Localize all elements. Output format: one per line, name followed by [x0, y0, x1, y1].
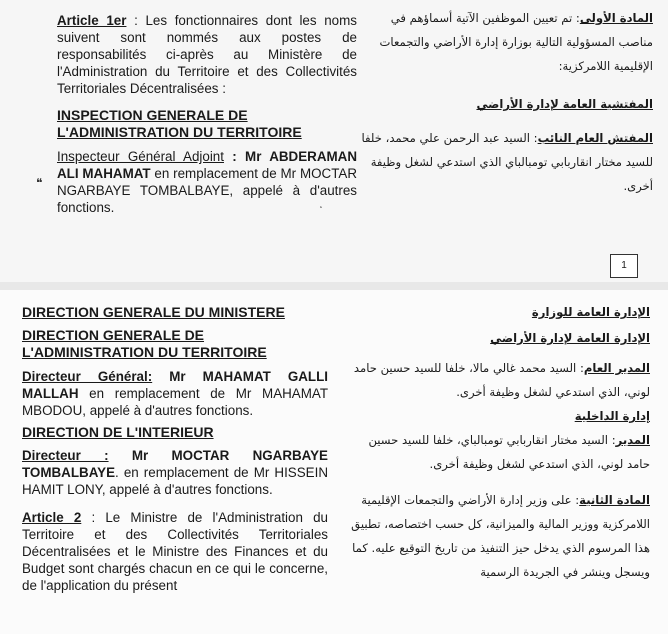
arabic-column-page-1 [355, 6, 653, 198]
article-2-text-ar: : على وزير إدارة الأراضي والتجمعات الإقليمية اللامركزية ووزير المالية والميزانية، كل حسب اختصاصه، تطبيق هذا المرسوم الذي يدخل حيز التنفيذ من تاريخ التوقيع عليه. كما ويسجل وينشر في الجريدة الرسمية [351, 493, 650, 579]
article-2-label-fr: Article 2 [22, 510, 82, 525]
inspector-name-fr: : Mr ABDERAMAN ALI MAHAMAT [57, 149, 357, 181]
inspector-paragraph-fr [57, 148, 357, 216]
french-column-page-1 [57, 12, 357, 216]
heading-direction-administration-ar: الإدارة العامة لإدارة الأراضي [490, 331, 650, 345]
heading-direction-ministere-ar: الإدارة العامة للوزارة [531, 305, 650, 319]
director-general-name-fr: Mr MAHAMAT GALLI MALLAH [22, 369, 328, 401]
director-paragraph-fr [22, 447, 328, 498]
director-general-paragraph-ar [350, 356, 650, 404]
document-page-2 [0, 290, 668, 634]
document-page-1 [0, 0, 668, 282]
inspector-label-fr: Inspecteur Général Adjoint [57, 149, 224, 164]
article-1-text-ar: : تم تعيين الموظفين الآتية أسماؤهم في مناصب المسؤولية التالية بوزارة إدارة الأراضي والتجمعات الإقليمية اللامركزية: [379, 11, 653, 73]
article-2-label-ar: المادة الثانية [579, 493, 650, 507]
director-text-ar: : السيد مختار انقاربابي تومبالباي، خلفا للسيد حسين حامد لوني، الذي استدعي لشغل وظيفة أخرى. [368, 433, 650, 471]
director-general-label-ar: المدير العام [583, 361, 650, 375]
scan-mark: ˛ [320, 198, 323, 208]
french-column-page-2 [22, 304, 328, 594]
scan-mark: ❝ [36, 176, 43, 190]
inspector-paragraph-ar [355, 126, 653, 198]
article-1-label-fr: Article 1er [57, 13, 127, 28]
director-general-label-fr: Directeur Général: [22, 369, 153, 384]
article-2-ar [350, 488, 650, 584]
page-separator [0, 282, 668, 290]
heading-inspection-fr: INSPECTION GENERALE DE L'ADMINISTRATION DU TERRITOIRE [57, 107, 302, 140]
heading-direction-administration-fr: DIRECTION GENERALE DE L'ADMINISTRATION DU TERRITOIRE [22, 327, 267, 360]
article-1-label-ar: المادة الأولى [579, 11, 653, 25]
director-text-fr: . en remplacement de Mr HISSEIN HAMIT LONY, appelé à d'autres fonctions. [22, 465, 328, 497]
director-name-fr: Mr MOCTAR NGARBAYE TOMBALBAYE [22, 448, 328, 480]
page-number: 1 [610, 254, 638, 278]
inspector-text-fr: en remplacement de Mr MOCTAR NGARBAYE TOMBALBAYE, appelé à d'autres fonctions. [57, 166, 357, 215]
article-1-text-fr: : Les fonctionnaires dont les noms suivent sont nommés aux postes de responsabilités ci-après au Ministère de l'Administration du Territoire et des Collectivités Territoriales Décentralisées : [57, 13, 357, 96]
director-label-ar: المدير [615, 433, 650, 447]
arabic-column-page-2 [350, 300, 650, 584]
director-general-text-fr: en remplacement de Mr MAHAMAT MBODOU, appelé à d'autres fonctions. [22, 386, 328, 418]
article-1-fr [57, 12, 357, 97]
director-general-text-ar: : السيد محمد غالي مالا، خلفا للسيد حسين حامد لوني، الذي استدعي لشغل وظيفة أخرى. [353, 361, 650, 399]
article-1-ar [355, 6, 653, 78]
heading-direction-interieur-ar: إدارة الداخلية [574, 409, 650, 423]
heading-direction-ministere-fr: DIRECTION GENERALE DU MINISTERE [22, 304, 285, 320]
inspector-text-ar: : السيد عبد الرحمن علي محمد، خلفا للسيد مختار انقاربابي تومبالباي الذي استدعي لشغل وظيفة أخرى. [361, 131, 653, 193]
article-2-fr [22, 509, 328, 594]
director-paragraph-ar [350, 428, 650, 476]
heading-direction-interieur-fr: DIRECTION DE L'INTERIEUR [22, 424, 214, 440]
heading-inspection-ar: المفتشية العامة لإدارة الأراضي [476, 97, 653, 111]
inspector-label-ar: المفتش العام النائب [537, 131, 653, 145]
director-label-fr: Directeur : [22, 448, 109, 463]
article-2-text-fr: : Le Ministre de l'Administration du Territoire et des Collectivités Territoriales Décentralisées et le Ministre des Finances et du Budget sont chargés chacun en ce qui le concerne, de l'application du présent [22, 510, 328, 593]
director-general-paragraph-fr [22, 368, 328, 419]
